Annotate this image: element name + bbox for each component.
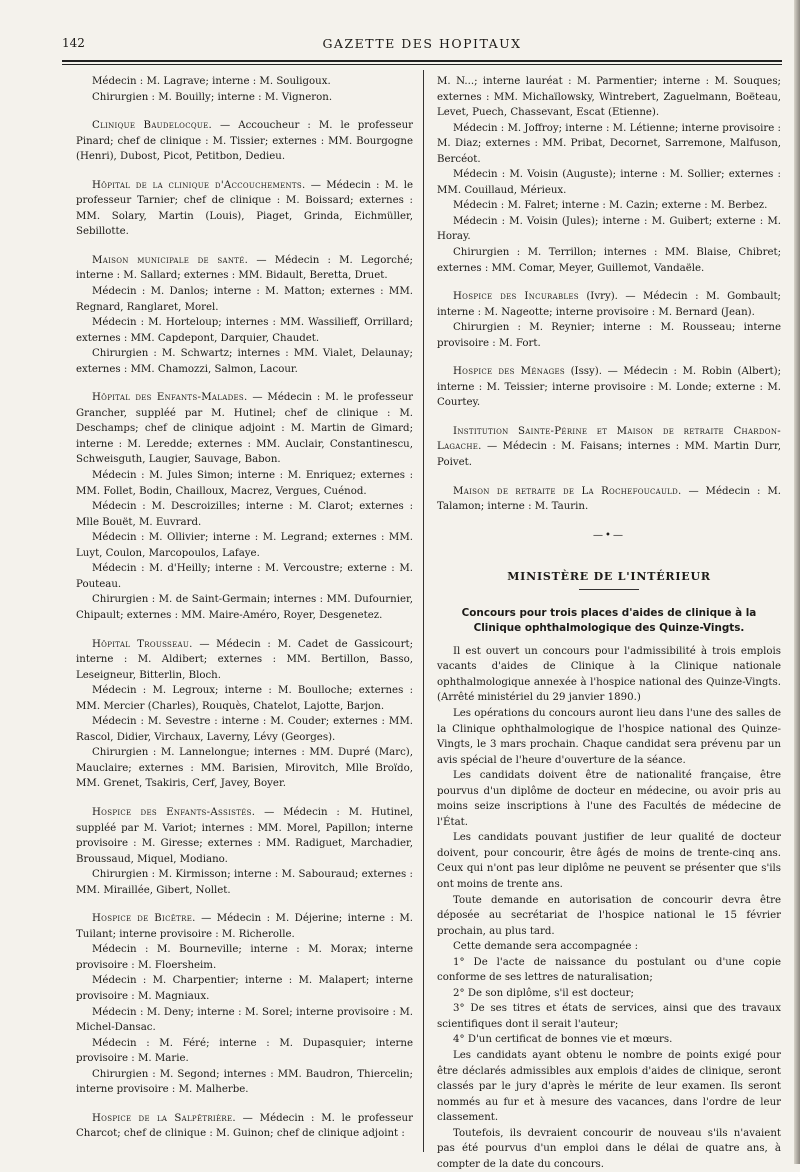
- paragraph-text: — Médecin : M. le professeur Charcot; chef de clinique : M. Guinon; chef de clinique adjoint :: [76, 1112, 413, 1140]
- page-header: [62, 36, 782, 56]
- concours-paragraph: Toutefois, ils devraient concourir de nouveau s'ils n'avaient pas été pourvus d'un emploi dans le délai de quatre ans, à compter de la date du concours.: [437, 1127, 781, 1170]
- paragraph-text: Médecin : M. Joffroy; interne : M. Létienne; interne provisoire : M. Diaz; externes : MM. Pribat, Decornet, Sarremone, Malfuson, Bercéot.: [437, 122, 781, 165]
- paragraph-text: Chirurgien : M. Schwartz; internes : MM. Vialet, Delaunay; externes : MM. Chamozzi, Salmon, Lacour.: [76, 348, 413, 375]
- header-rule-thin: [62, 64, 782, 65]
- concours-paragraph: Les opérations du concours auront lieu dans l'une des salles de la Clinique ophthalmologique de l'hospice national des Quinze-Vingts, le 3 mars prochain. Chaque candidat sera prévenu par un avis spécial de l'heure d'ouverture de la séance.: [437, 707, 781, 766]
- hospital-entry: [76, 1111, 413, 1142]
- paragraph-text: Médecin : M. Ollivier; interne : M. Legrand; externes : MM. Luyt, Coulon, Marcopoulos, Lafaye.: [76, 532, 413, 559]
- paragraph-text: — Médecin : M. Déjerine; interne : M. Tuilant; interne provisoire : M. Richerolle.: [76, 913, 413, 940]
- staff-paragraph: [76, 74, 413, 90]
- concours-paragraph: 2° De son diplôme, s'il est docteur;: [453, 987, 634, 999]
- institution-name: Maison de retraite de La Rochefoucauld.: [453, 485, 682, 497]
- staff-paragraph: [76, 911, 413, 942]
- staff-paragraph: [76, 284, 413, 315]
- hospital-entry: [437, 424, 781, 471]
- staff-paragraph: [76, 118, 413, 165]
- staff-paragraph: [437, 320, 781, 351]
- staff-paragraph: [76, 90, 413, 106]
- staff-paragraph: [76, 1111, 413, 1142]
- paragraph-text: — Médecin : M. Talamon; interne : M. Taurin.: [437, 485, 781, 513]
- staff-paragraph: [437, 364, 781, 411]
- paragraph-text: Médecin : M. Voisin (Auguste); interne : M. Sollier; externes : MM. Couillaud, Mérieux.: [437, 169, 781, 196]
- paragraph-text: Médecin : M. Deny; interne : M. Sorel; interne provisoire : M. Michel-Dansac.: [76, 1006, 413, 1034]
- institution-name: Hospice de Bicêtre.: [92, 913, 196, 925]
- paragraph-text: — Médecin : M. le professeur Grancher, suppléé par M. Hutinel; chef de clinique : M. Deschamps; chef de clinique adjoint : M. Martin de Gimard; interne : M. Leredde; externes : MM. Auclair, Constantinescu, Schweisguth, Laugier, Sauvage, Babon.: [76, 392, 413, 466]
- concours-paragraph: 4° D'un certificat de bonnes vie et mœurs.: [453, 1034, 673, 1046]
- staff-paragraph: [76, 592, 413, 623]
- paragraph-text: Médecin : M. Danlos; interne : M. Matton; externes : MM. Regnard, Ranglaret, Morel.: [76, 286, 413, 313]
- hospital-entry: [76, 118, 413, 165]
- staff-paragraph: [76, 683, 413, 714]
- paragraph-text: — Médecin : M. Legorché; interne : M. Sallard; externes : MM. Bidault, Beretta, Druet.: [76, 254, 413, 282]
- staff-paragraph: [76, 973, 413, 1004]
- concours-paragraph: Les candidats pouvant justifier de leur qualité de docteur doivent, pour concourir, être âgés de moins de trente-cinq ans. Ceux qui n'ont pas leur diplôme ne peuvent se présenter que s'ils ont moins de trente ans.: [437, 832, 781, 890]
- ministry-heading: MINISTÈRE DE L'INTÉRIEUR: [507, 570, 711, 584]
- hospital-entry: [76, 805, 413, 898]
- institution-name: Hôpital de la clinique d'Accouchements.: [92, 179, 306, 191]
- concours-paragraph: Les candidats doivent être de nationalité française, être pourvus d'un diplôme de docteur en médecine, ou avoir pris au moins seize inscriptions à l'une des Facultés de médecine de l'État.: [437, 770, 781, 828]
- staff-paragraph: [76, 714, 413, 745]
- paragraph-text: Chirurgien : M. Lannelongue; internes : MM. Dupré (Marc), Mauclaire; externes : MM. Barisien, Mirovitch, Mlle Broïdo, MM. Grenet, Tsakiris, Cerf, Javey, Boyer.: [76, 747, 413, 790]
- staff-paragraph: [437, 167, 781, 198]
- concours-paragraph: Cette demande sera accompagnée :: [453, 941, 639, 953]
- concours-paragraph: Toute demande en autorisation de concourir devra être déposée au secrétariat de l'hospice national le 15 février prochain, au plus tard.: [437, 894, 781, 937]
- staff-paragraph: [76, 499, 413, 530]
- staff-paragraph: [437, 214, 781, 245]
- ministry-rule: [579, 589, 639, 590]
- hospital-entry: [76, 637, 413, 792]
- section-ornament: —•—: [593, 529, 625, 541]
- running-title: GAZETTE DES HOPITAUX: [322, 36, 522, 51]
- staff-paragraph: [437, 484, 781, 515]
- hospital-entry: [437, 364, 781, 411]
- hospital-entry: [76, 390, 413, 623]
- staff-paragraph: [76, 315, 413, 346]
- paragraph-text: Médecin : M. Lagrave; interne : M. Souligoux.: [92, 76, 331, 87]
- staff-paragraph: [76, 1067, 413, 1098]
- paragraph-text: Médecin : M. Falret; interne : M. Cazin; externe : M. Berbez.: [453, 200, 768, 212]
- staff-paragraph: [437, 74, 781, 121]
- paragraph-text: Médecin : M. Voisin (Jules); interne : M. Guibert; externe : M. Horay.: [437, 215, 781, 243]
- staff-paragraph: [76, 468, 413, 499]
- staff-paragraph: [76, 346, 413, 377]
- staff-paragraph: [76, 530, 413, 561]
- paragraph-text: — Accoucheur : M. le professeur Pinard; chef de clinique : M. Tissier; externes : MM. Bourgogne (Henri), Dubost, Picot, Petitbon, Dedieu.: [76, 120, 414, 163]
- institution-name: Hospice des Ménages: [453, 366, 565, 378]
- concours-paragraph: 3° De ses titres et états de services, ainsi que des travaux scientifiques dont il serait l'auteur;: [437, 1003, 781, 1030]
- institution-name: Hôpital des Enfants-Malades.: [92, 392, 248, 404]
- header-rule: [62, 60, 782, 62]
- staff-paragraph: [76, 561, 413, 592]
- staff-paragraph: [76, 253, 413, 284]
- paragraph-text: Médecin : M. Féré; interne : M. Dupasquier; interne provisoire : M. Marie.: [76, 1037, 413, 1065]
- paragraph-text: — Médecin : M. Cadet de Gassicourt; interne : M. Aldibert; externes : MM. Bertillon, Basso, Leseigneur, Bitterlin, Bloch.: [76, 638, 413, 681]
- staff-paragraph: [437, 121, 781, 168]
- staff-paragraph: [76, 637, 413, 684]
- paragraph-text: Médecin : M. Jules Simon; interne : M. Enriquez; externes : MM. Follet, Bodin, Chailloux, Macrez, Vergues, Cuénod.: [76, 470, 413, 497]
- column-separator: [423, 70, 424, 1152]
- paragraph-text: M. N...; interne lauréat : M. Parmentier; interne : M. Souques; externes : MM. Michaïlowsky, Wintrebert, Zaguelmann, Boëteau, Levet, Puech, Chassevant, Escat (Etienne).: [437, 76, 781, 119]
- paragraph-text: Chirurgien : M. Terrillon; internes : MM. Blaise, Chibret; externes : MM. Comar, Meyer, Guillemot, Vandaële.: [437, 247, 781, 274]
- paragraph-text: Médecin : M. d'Heilly; interne : M. Vercoustre; externe : M. Pouteau.: [76, 563, 413, 590]
- hospital-entry: [437, 74, 781, 276]
- paragraph-text: Médecin : M. Sevestre : interne : M. Couder; externes : MM. Rascol, Didier, Virchaux, Laverny, Lévy (Georges).: [76, 716, 413, 743]
- institution-name: Maison municipale de santé.: [92, 254, 249, 266]
- paragraph-text: Médecin : M. Bourneville; interne : M. Morax; interne provisoire : M. Floersheim.: [76, 944, 413, 971]
- staff-paragraph: [437, 245, 781, 276]
- staff-paragraph: [76, 867, 413, 898]
- concours-title: Concours pour trois places d'aides de clinique à la Clinique ophthalmologique des Quinze-Vingts.: [461, 606, 757, 634]
- paragraph-text: Médecin : M. Charpentier; interne : M. Malapert; interne provisoire : M. Magniaux.: [76, 975, 413, 1002]
- paragraph-text: — Médecin : M. le professeur Tarnier; chef de clinique : M. Boissard; externes : MM. Solary, Martin (Louis), Piaget, Grinda, Eichmüller, Sebillotte.: [76, 179, 413, 238]
- staff-paragraph: [437, 289, 781, 320]
- left-column: [76, 74, 413, 1155]
- paragraph-text: Chirurgien : M. Kirmisson; interne : M. Sabouraud; externes : MM. Miraillée, Gibert, Nollet.: [76, 869, 413, 896]
- hospital-entry: [76, 74, 413, 105]
- paragraph-text: Médecin : M. Legroux; interne : M. Boulloche; externes : MM. Mercier (Charles), Rouquès, Chatelot, Lajotte, Barjon.: [76, 685, 413, 712]
- hospital-entry: [76, 911, 413, 1098]
- institution-name: Hospice de la Salpêtrière.: [92, 1112, 236, 1124]
- paragraph-text: (Ivry). — Médecin : M. Gombault; interne : M. Nageotte; interne provisoire : M. Bernard (Jean).: [437, 291, 781, 318]
- paragraph-text: — Médecin : M. Faisans; internes : MM. Martin Durr, Poivet.: [437, 441, 781, 469]
- institution-name: Institution Sainte-Périne et Maison de retraite Chardon-Lagache.: [437, 425, 781, 453]
- staff-paragraph: [76, 1036, 413, 1067]
- staff-paragraph: [437, 424, 781, 471]
- concours-paragraph: Il est ouvert un concours pour l'admissibilité à trois emplois vacants d'aides de Clinique à la Clinique nationale ophthalmologique annexée à l'hospice national des Quinze-Vingts. (Arrêté ministériel du 29 janvier 1890.): [437, 645, 781, 704]
- paragraph-text: Médecin : M. Horteloup; internes : MM. Wassilieff, Orrillard; externes : MM. Capdepont, Darquier, Chaudet.: [76, 317, 413, 344]
- staff-paragraph: [437, 198, 781, 214]
- paragraph-text: (Issy). — Médecin : M. Robin (Albert); interne : M. Teissier; interne provisoire : M. Londe; externe : M. Courtey.: [437, 366, 781, 409]
- staff-paragraph: [76, 745, 413, 792]
- hospital-entry: [437, 484, 781, 515]
- right-column: [437, 74, 781, 1172]
- concours-paragraph: Les candidats ayant obtenu le nombre de points exigé pour être déclarés admissibles aux emplois d'aides de clinique, seront classés par le jury d'après le mérite de leur examen. Ils seront nommés au fur et à mesure des vacances, dans l'ordre de leur classement.: [437, 1049, 781, 1124]
- concours-body: [437, 644, 781, 1172]
- paragraph-text: Chirurgien : M. Segond; internes : MM. Baudron, Thiercelin; interne provisoire : M. Malherbe.: [76, 1068, 413, 1096]
- page-number: 142: [62, 36, 85, 50]
- institution-name: Clinique Baudelocque.: [92, 120, 213, 132]
- concours-paragraph: 1° De l'acte de naissance du postulant ou d'une copie conforme de ses lettres de naturalisation;: [437, 956, 781, 984]
- paragraph-text: Chirurgien : M. Bouilly; interne : M. Vigneron.: [92, 91, 333, 103]
- paragraph-text: Chirurgien : M. Reynier; interne : M. Rousseau; interne provisoire : M. Fort.: [437, 322, 781, 349]
- institution-name: Hospice des Incurables: [453, 291, 579, 303]
- paragraph-text: — Médecin : M. Hutinel, suppléé par M. Variot; internes : MM. Morel, Papillon; interne provisoire : M. Giresse; externes : MM. Radiguet, Marchadier, Broussaud, Miquel, Modiano.: [76, 806, 413, 865]
- staff-paragraph: [76, 942, 413, 973]
- hospital-entry: [76, 253, 413, 377]
- institution-name: Hôpital Trousseau.: [92, 638, 193, 650]
- hospital-entry: [437, 289, 781, 351]
- hospital-entry: [76, 178, 413, 240]
- staff-paragraph: [76, 805, 413, 867]
- institution-name: Hospice des Enfants-Assistés.: [92, 806, 256, 818]
- staff-paragraph: [76, 1005, 413, 1036]
- right-column-entries: [437, 74, 781, 515]
- page-edge: [794, 0, 800, 1164]
- staff-paragraph: [76, 178, 413, 240]
- staff-paragraph: [76, 390, 413, 468]
- paragraph-text: Médecin : M. Descroizilles; interne : M. Clarot; externes : Mlle Bouët, M. Euvrard.: [76, 501, 413, 528]
- paragraph-text: Chirurgien : M. de Saint-Germain; internes : MM. Dufournier, Chipault; externes : MM. Maire-Améro, Royer, Desgenetez.: [76, 594, 413, 621]
